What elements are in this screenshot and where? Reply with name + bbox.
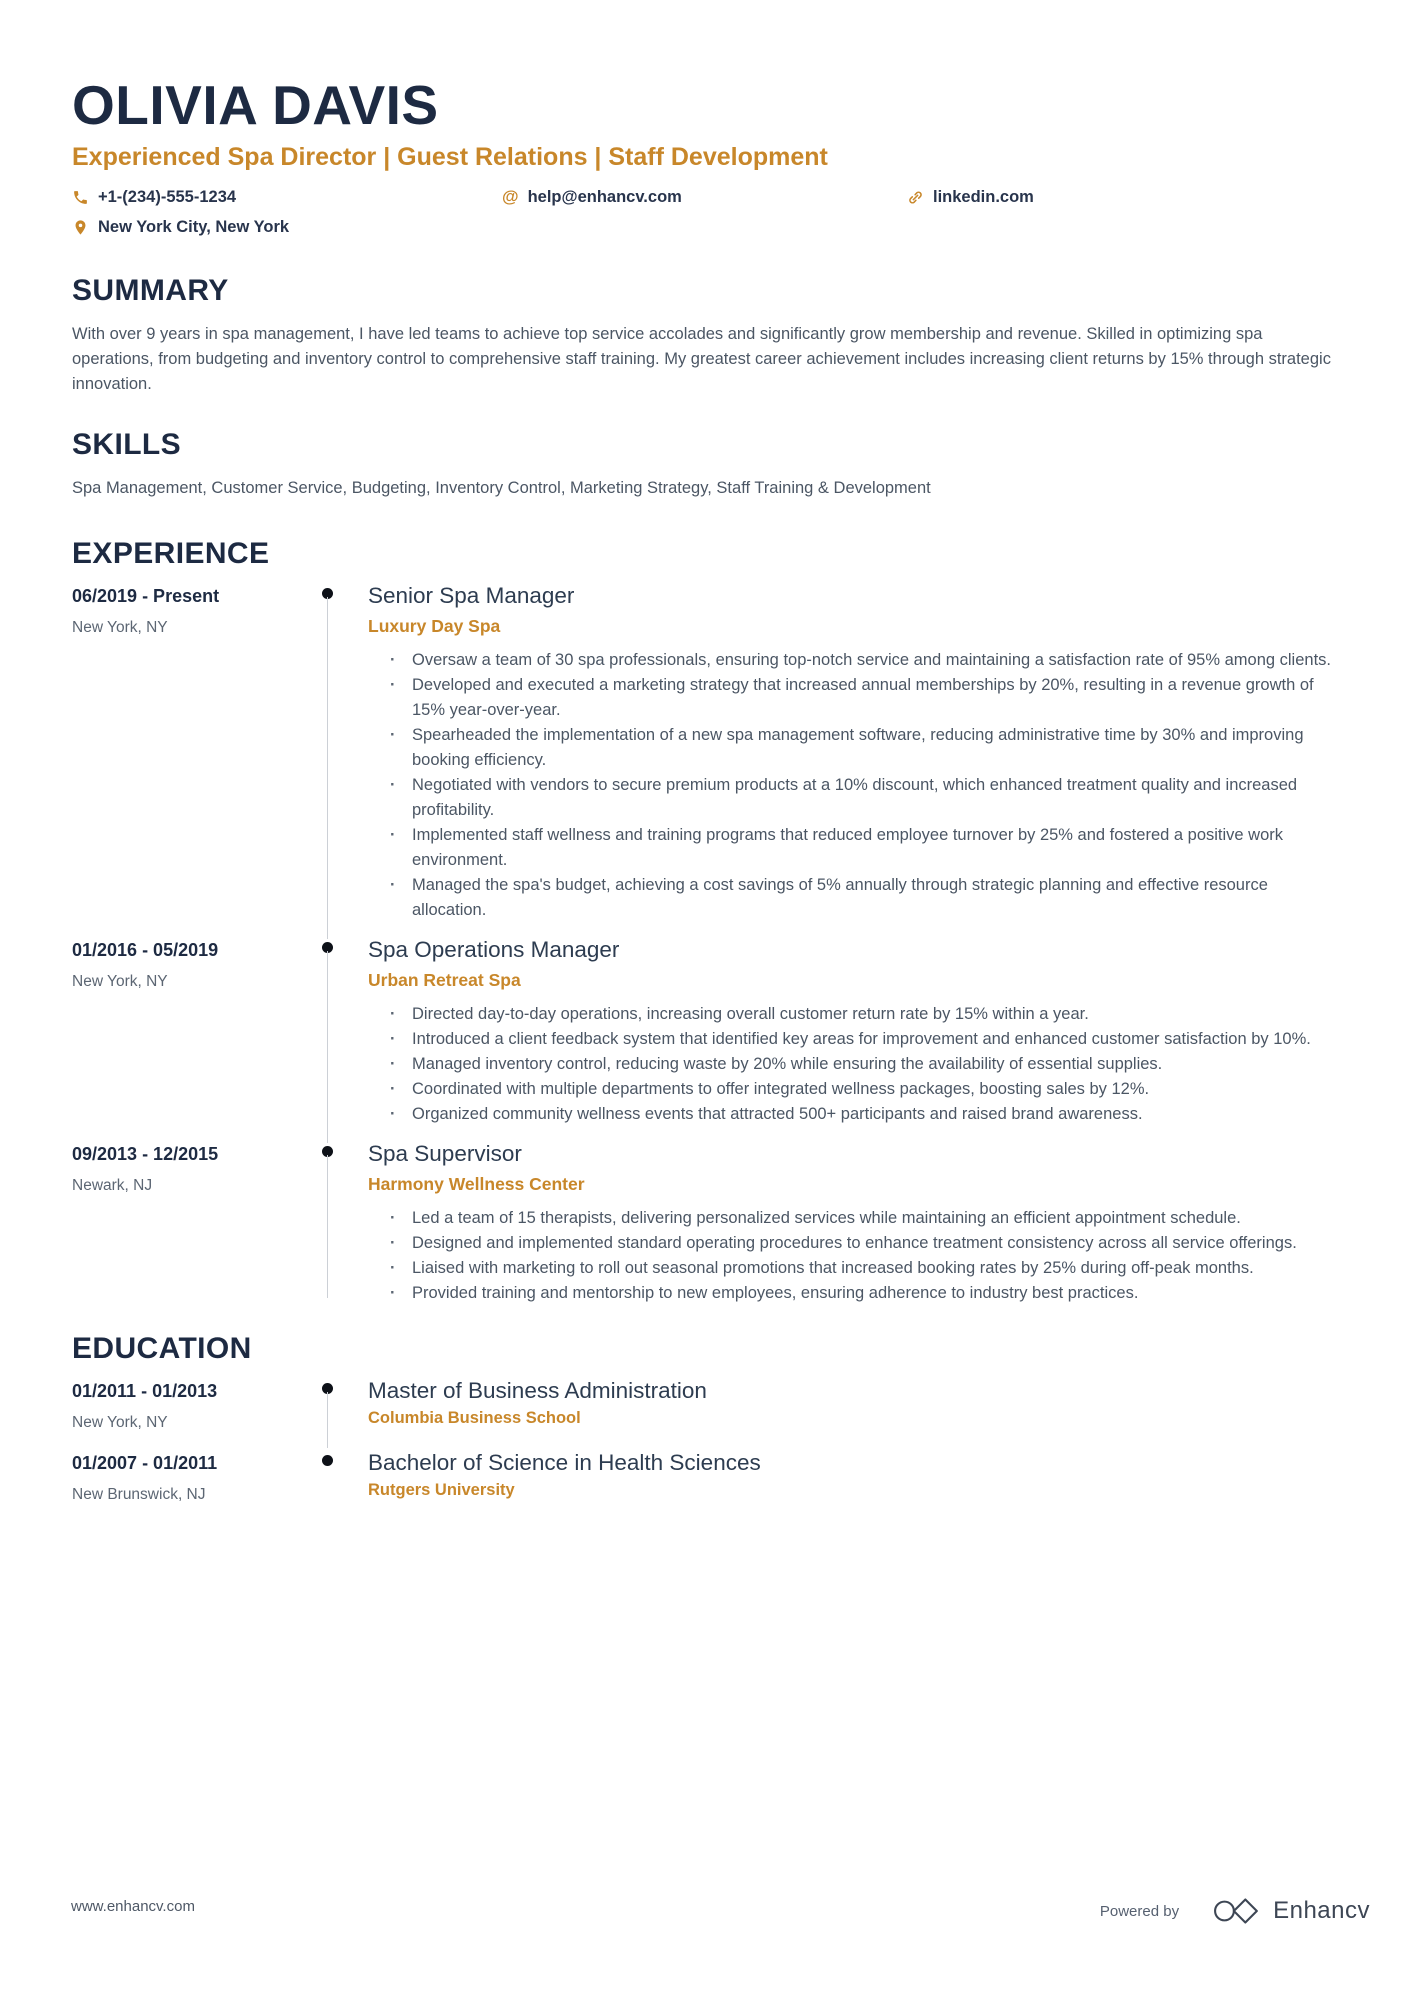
- location-text: New York City, New York: [98, 217, 290, 236]
- experience-heading: EXPERIENCE: [72, 537, 270, 570]
- bullet-list: [368, 1002, 1344, 1127]
- brand-name: Enhancv: [1273, 1897, 1370, 1924]
- experience-bullet: · Oversaw a team of 30 spa professionals, ensuring top-notch service and maintaining a satisfaction rate of 95% among clients.: [368, 648, 1344, 673]
- timeline-line: [327, 1392, 329, 1448]
- timeline-dot: [322, 1455, 333, 1466]
- timeline: [322, 937, 368, 1127]
- entry-location: New York, NY: [72, 619, 168, 636]
- enhancv-logo-icon: [1213, 1897, 1261, 1925]
- company-name: Urban Retreat Spa: [368, 970, 521, 990]
- timeline: [322, 1378, 368, 1432]
- at-icon: @: [502, 187, 519, 206]
- experience-bullet: · Liaised with marketing to roll out seasonal promotions that increased booking rates by 25% during off-peak months.: [368, 1256, 1344, 1281]
- entry-location: New York, NY: [72, 973, 168, 990]
- experience-bullet: · Introduced a client feedback system that identified key areas for improvement and enhanced customer satisfaction by 10%.: [368, 1027, 1344, 1052]
- job-title: Spa Operations Manager: [368, 937, 620, 962]
- bullet-list: [368, 648, 1344, 923]
- entry-dates: 01/2016 - 05/2019: [72, 940, 219, 960]
- entry-dates: 01/2007 - 01/2011: [72, 1453, 218, 1473]
- timeline-line: [327, 597, 329, 939]
- experience-bullet: · Spearheaded the implementation of a new spa management software, reducing administrative time by 30% and improving booking efficiency.: [368, 723, 1344, 773]
- job-title: Senior Spa Manager: [368, 583, 575, 608]
- education-heading: EDUCATION: [72, 1332, 252, 1365]
- skills-text: Spa Management, Customer Service, Budgeting, Inventory Control, Marketing Strategy, Staff Training & Development: [72, 479, 931, 497]
- summary-text: With over 9 years in spa management, I have led teams to achieve top service accolades and significantly grow membership and revenue. Skilled in optimizing spa operations, from budgeting and inventory control to comprehensive staff training. My greatest career achievement includes increasing client returns by 15% through strategic innovation.: [72, 325, 1331, 393]
- person-headline: Experienced Spa Director | Guest Relations | Staff Development: [72, 143, 828, 171]
- contact-block: [72, 185, 1344, 239]
- entry-dates: 09/2013 - 12/2015: [72, 1144, 219, 1164]
- footer-brand[interactable]: [1100, 1897, 1370, 1925]
- link-icon: [907, 189, 924, 206]
- job-title: Spa Supervisor: [368, 1141, 522, 1166]
- school-name: Columbia Business School: [368, 1409, 581, 1427]
- school-name: Rutgers University: [368, 1481, 515, 1499]
- section-experience: [72, 537, 1344, 1306]
- education-entry: [72, 1450, 1344, 1504]
- experience-bullet: · Implemented staff wellness and training programs that reduced employee turnover by 25% and fostered a positive work environment.: [368, 823, 1344, 873]
- company-name: Luxury Day Spa: [368, 616, 501, 636]
- company-name: Harmony Wellness Center: [368, 1174, 585, 1194]
- experience-bullet: · Led a team of 15 therapists, delivering personalized services while maintaining an efficient appointment schedule.: [368, 1206, 1344, 1231]
- experience-bullet: · Organized community wellness events that attracted 500+ participants and raised brand awareness.: [368, 1102, 1344, 1127]
- degree-title: Bachelor of Science in Health Sciences: [368, 1450, 761, 1475]
- phone-number: +1-(234)-555-1234: [98, 187, 237, 206]
- section-summary: [72, 274, 1344, 397]
- email-address[interactable]: help@enhancv.com: [527, 187, 682, 206]
- timeline-line: [327, 1155, 329, 1298]
- experience-bullet: · Managed inventory control, reducing waste by 20% while ensuring the availability of essential supplies.: [368, 1052, 1344, 1077]
- degree-title: Master of Business Administration: [368, 1378, 707, 1403]
- person-name: OLIVIA DAVIS: [72, 74, 439, 136]
- phone-icon: [72, 189, 89, 206]
- timeline: [322, 1450, 368, 1504]
- contact-location: [72, 218, 289, 237]
- contact-linkedin[interactable]: [907, 188, 1034, 207]
- entry-dates: 06/2019 - Present: [72, 586, 220, 606]
- timeline: [322, 583, 368, 923]
- section-skills: [72, 428, 1344, 501]
- contact-email[interactable]: [502, 187, 907, 207]
- experience-bullet: · Managed the spa's budget, achieving a cost savings of 5% annually through strategic planning and effective resource allocation.: [368, 873, 1344, 923]
- timeline: [322, 1141, 368, 1306]
- timeline-line: [327, 951, 329, 1143]
- linkedin-url[interactable]: linkedin.com: [933, 187, 1034, 206]
- contact-phone: [72, 188, 502, 207]
- site-link[interactable]: www.enhancv.com: [71, 1898, 195, 1915]
- entry-location: Newark, NJ: [72, 1177, 153, 1194]
- section-education: [72, 1332, 1344, 1504]
- experience-entry: [72, 1141, 1344, 1306]
- location-pin-icon: [72, 219, 89, 236]
- header: [72, 74, 1344, 239]
- experience-bullet: · Provided training and mentorship to new employees, ensuring adherence to industry best practices.: [368, 1281, 1344, 1306]
- experience-entry: [72, 937, 1344, 1127]
- experience-bullet: · Directed day-to-day operations, increasing overall customer return rate by 15% within a year.: [368, 1002, 1344, 1027]
- entry-dates: 01/2011 - 01/2013: [72, 1381, 218, 1401]
- education-entry: [72, 1378, 1344, 1432]
- bullet-list: [368, 1206, 1344, 1306]
- experience-bullet: · Coordinated with multiple departments to offer integrated wellness packages, boosting sales by 12%.: [368, 1077, 1344, 1102]
- powered-by-label: Powered by: [1099, 1902, 1180, 1920]
- skills-heading: SKILLS: [72, 428, 182, 461]
- summary-heading: SUMMARY: [72, 274, 229, 307]
- experience-bullet: · Developed and executed a marketing strategy that increased annual memberships by 20%, resulting in a revenue growth of 15% year-over-year.: [368, 673, 1344, 723]
- experience-bullet: · Designed and implemented standard operating procedures to enhance treatment consistency across all service offerings.: [368, 1231, 1344, 1256]
- entry-location: New Brunswick, NJ: [72, 1486, 206, 1503]
- entry-location: New York, NY: [72, 1414, 168, 1431]
- experience-entry: [72, 583, 1344, 923]
- experience-bullet: · Negotiated with vendors to secure premium products at a 10% discount, which enhanced treatment quality and increased profitability.: [368, 773, 1344, 823]
